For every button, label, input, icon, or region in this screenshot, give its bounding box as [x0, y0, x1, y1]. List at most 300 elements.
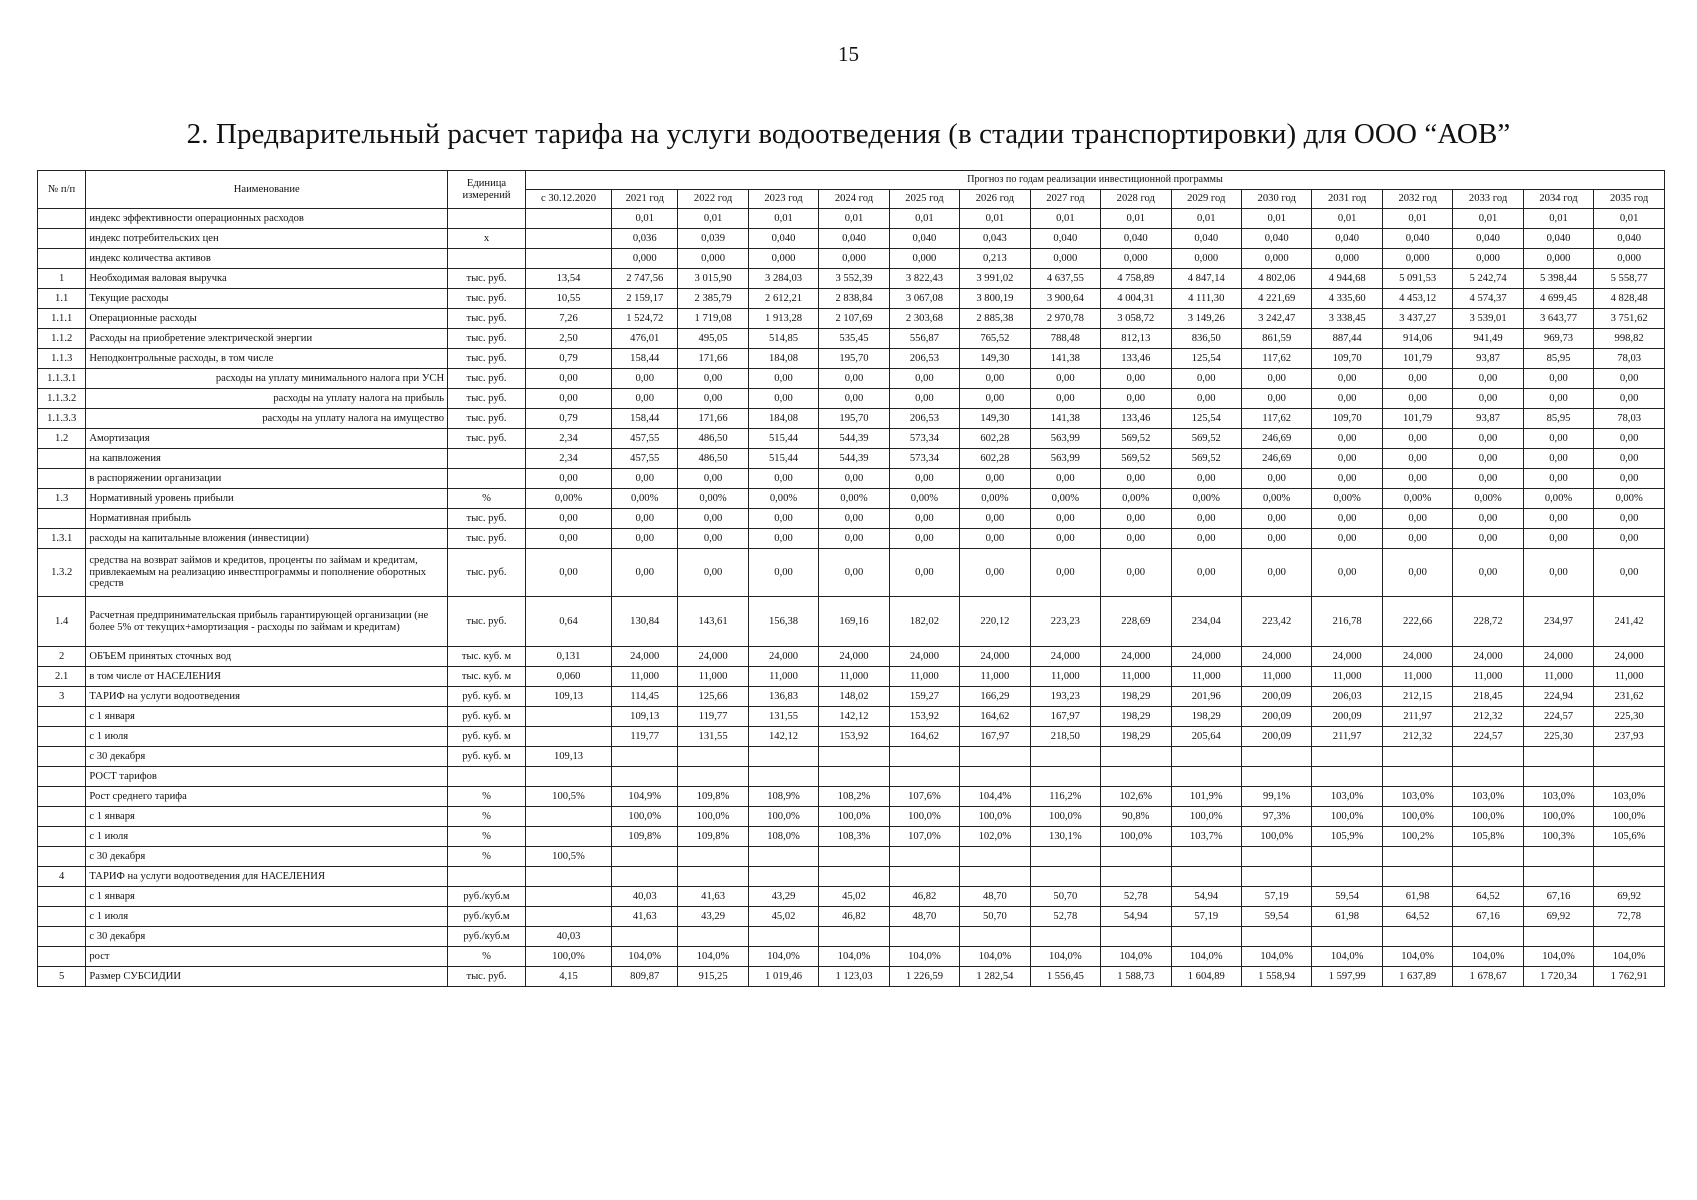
table-cell: 206,53 — [889, 409, 959, 429]
table-cell: 104,0% — [1382, 947, 1452, 967]
table-cell: 184,08 — [748, 409, 818, 429]
table-cell: 224,57 — [1453, 727, 1523, 747]
table-cell: 0,000 — [1523, 249, 1593, 269]
table-cell: 0,00 — [1171, 549, 1241, 597]
table-cell: 4 453,12 — [1382, 289, 1452, 309]
table-cell: 4 847,14 — [1171, 269, 1241, 289]
table-cell: 2,50 — [525, 329, 611, 349]
table-cell: 887,44 — [1312, 329, 1382, 349]
table-cell: 0,01 — [1523, 209, 1593, 229]
table-cell: 141,38 — [1030, 409, 1100, 429]
row-unit: тыс. руб. — [448, 509, 526, 529]
table-cell — [1101, 767, 1171, 787]
table-cell: 1 719,08 — [678, 309, 748, 329]
table-cell: 0,131 — [525, 647, 611, 667]
table-cell: 4 637,55 — [1030, 269, 1100, 289]
table-cell: 108,9% — [748, 787, 818, 807]
table-cell: 200,09 — [1241, 707, 1311, 727]
table-cell: 0,00 — [1241, 509, 1311, 529]
table-cell: 85,95 — [1523, 349, 1593, 369]
row-unit: руб. куб. м — [448, 747, 526, 767]
table-cell: 130,84 — [612, 597, 678, 647]
table-cell: 11,000 — [1523, 667, 1593, 687]
table-cell: 1 524,72 — [612, 309, 678, 329]
table-cell: 0,00 — [525, 549, 611, 597]
table-cell — [889, 867, 959, 887]
table-row — [38, 269, 1665, 289]
row-unit: % — [448, 787, 526, 807]
table-cell: 78,03 — [1594, 409, 1665, 429]
table-cell: 0,00 — [1101, 389, 1171, 409]
table-cell: 100,0% — [612, 807, 678, 827]
table-cell: 143,61 — [678, 597, 748, 647]
table-cell: 224,94 — [1523, 687, 1593, 707]
table-cell: 102,6% — [1101, 787, 1171, 807]
table-cell: 0,00 — [1453, 549, 1523, 597]
table-cell: 0,01 — [678, 209, 748, 229]
row-number: 2 — [38, 647, 86, 667]
table-cell — [889, 747, 959, 767]
table-cell: 0,00% — [889, 489, 959, 509]
table-cell: 100,0% — [1594, 807, 1665, 827]
table-cell: 200,09 — [1312, 707, 1382, 727]
table-cell: 3 991,02 — [960, 269, 1030, 289]
table-cell: 457,55 — [612, 429, 678, 449]
table-cell — [1594, 747, 1665, 767]
table-cell: 0,00 — [1523, 469, 1593, 489]
table-cell: 3 015,90 — [678, 269, 748, 289]
table-cell: 0,00 — [678, 509, 748, 529]
table-cell: 4 335,60 — [1312, 289, 1382, 309]
table-cell — [1312, 767, 1382, 787]
table-cell: 2 885,38 — [960, 309, 1030, 329]
table-cell — [819, 747, 889, 767]
header-unit: Единица измерений — [448, 171, 526, 209]
row-name: с 1 января — [86, 807, 448, 827]
row-number: 1.3 — [38, 489, 86, 509]
table-cell: 133,46 — [1101, 349, 1171, 369]
row-unit: тыс. руб. — [448, 389, 526, 409]
table-cell: 569,52 — [1171, 429, 1241, 449]
row-name: Нормативный уровень прибыли — [86, 489, 448, 509]
table-cell: 0,00 — [960, 509, 1030, 529]
table-cell: 0,00 — [1171, 509, 1241, 529]
table-cell — [748, 767, 818, 787]
table-cell: 225,30 — [1594, 707, 1665, 727]
table-cell — [1594, 867, 1665, 887]
table-cell — [1523, 867, 1593, 887]
table-cell: 0,00% — [1241, 489, 1311, 509]
table-cell — [960, 927, 1030, 947]
table-cell: 24,000 — [678, 647, 748, 667]
table-cell — [1101, 867, 1171, 887]
row-number: 2.1 — [38, 667, 86, 687]
row-name: расходы на капитальные вложения (инвестиции) — [86, 529, 448, 549]
table-cell: 602,28 — [960, 449, 1030, 469]
table-cell: 0,040 — [889, 229, 959, 249]
table-cell: 24,000 — [748, 647, 818, 667]
row-number — [38, 947, 86, 967]
table-cell: 0,00 — [1382, 449, 1452, 469]
header-year-2: 2022 год — [678, 190, 748, 209]
table-cell: 114,45 — [612, 687, 678, 707]
table-cell: 0,00 — [1523, 549, 1593, 597]
table-cell: 3 751,62 — [1594, 309, 1665, 329]
table-cell: 78,03 — [1594, 349, 1665, 369]
table-cell — [525, 707, 611, 727]
table-cell: 212,32 — [1382, 727, 1452, 747]
table-cell: 93,87 — [1453, 409, 1523, 429]
table-cell — [1382, 847, 1452, 867]
table-cell: 2 612,21 — [748, 289, 818, 309]
table-row — [38, 767, 1665, 787]
row-name: средства на возврат займов и кредитов, проценты по займам и кредитам, привлекаемым на реализацию инвестпрограммы и пополнение оборотных средств — [86, 549, 448, 597]
table-row — [38, 827, 1665, 847]
row-name: Размер СУБСИДИИ — [86, 967, 448, 987]
table-cell: 3 900,64 — [1030, 289, 1100, 309]
table-cell — [1382, 867, 1452, 887]
table-cell: 24,000 — [1171, 647, 1241, 667]
table-cell: 104,0% — [1594, 947, 1665, 967]
table-cell: 109,13 — [525, 747, 611, 767]
row-number: 1.1.3 — [38, 349, 86, 369]
table-cell: 0,00 — [819, 469, 889, 489]
table-cell: 109,70 — [1312, 349, 1382, 369]
table-cell: 0,00 — [1171, 369, 1241, 389]
table-row — [38, 667, 1665, 687]
table-cell: 104,4% — [960, 787, 1030, 807]
table-cell — [748, 927, 818, 947]
table-cell: 102,0% — [960, 827, 1030, 847]
table-cell: 861,59 — [1241, 329, 1311, 349]
table-cell: 159,27 — [889, 687, 959, 707]
table-cell: 101,9% — [1171, 787, 1241, 807]
table-cell: 5 242,74 — [1453, 269, 1523, 289]
table-row — [38, 787, 1665, 807]
table-cell: 0,00 — [1312, 549, 1382, 597]
table-row — [38, 309, 1665, 329]
table-cell — [1594, 927, 1665, 947]
row-number: 4 — [38, 867, 86, 887]
table-cell: 0,00% — [1594, 489, 1665, 509]
table-cell: 998,82 — [1594, 329, 1665, 349]
table-row — [38, 369, 1665, 389]
table-cell: 119,77 — [612, 727, 678, 747]
table-cell: 0,00 — [612, 469, 678, 489]
row-name: расходы на уплату налога на имущество — [86, 409, 448, 429]
table-cell — [960, 867, 1030, 887]
table-cell: 0,00 — [748, 509, 818, 529]
table-cell: 0,00 — [1030, 469, 1100, 489]
table-cell: 0,040 — [1101, 229, 1171, 249]
table-cell: 0,00% — [1382, 489, 1452, 509]
table-cell — [1523, 847, 1593, 867]
table-cell — [1453, 767, 1523, 787]
table-cell — [960, 767, 1030, 787]
row-name: индекс эффективности операционных расходов — [86, 209, 448, 229]
table-cell: 0,213 — [960, 249, 1030, 269]
row-number: 1.1.3.2 — [38, 389, 86, 409]
table-cell: 0,00 — [1594, 389, 1665, 409]
table-cell — [1171, 747, 1241, 767]
row-name: ТАРИФ на услуги водоотведения для НАСЕЛЕНИЯ — [86, 867, 448, 887]
row-name: индекс потребительских цен — [86, 229, 448, 249]
table-cell: 50,70 — [960, 907, 1030, 927]
table-row — [38, 687, 1665, 707]
table-cell — [1382, 767, 1452, 787]
table-cell: 3 437,27 — [1382, 309, 1452, 329]
table-cell: 0,000 — [1312, 249, 1382, 269]
table-cell — [1382, 747, 1452, 767]
table-cell: 24,000 — [1241, 647, 1311, 667]
table-cell: 200,09 — [1241, 687, 1311, 707]
header-year-8: 2028 год — [1101, 190, 1171, 209]
table-cell: 5 091,53 — [1382, 269, 1452, 289]
table-cell: 0,00 — [678, 369, 748, 389]
table-cell: 765,52 — [960, 329, 1030, 349]
row-unit: тыс. руб. — [448, 329, 526, 349]
table-cell: 69,92 — [1594, 887, 1665, 907]
table-cell: 131,55 — [678, 727, 748, 747]
table-cell: 0,00 — [960, 549, 1030, 597]
table-cell: 164,62 — [889, 727, 959, 747]
row-number: 1.4 — [38, 597, 86, 647]
table-cell: 1 123,03 — [819, 967, 889, 987]
table-cell: 234,97 — [1523, 597, 1593, 647]
table-cell: 136,83 — [748, 687, 818, 707]
table-cell: 69,92 — [1523, 907, 1593, 927]
row-number: 1.1.3.3 — [38, 409, 86, 429]
row-number — [38, 449, 86, 469]
table-cell: 0,00 — [1523, 369, 1593, 389]
row-unit: руб./куб.м — [448, 887, 526, 907]
table-cell: 0,00 — [748, 529, 818, 549]
table-cell: 4 574,37 — [1453, 289, 1523, 309]
table-cell: 3 058,72 — [1101, 309, 1171, 329]
table-cell — [1453, 847, 1523, 867]
table-cell: 11,000 — [1101, 667, 1171, 687]
table-cell: 0,000 — [678, 249, 748, 269]
table-cell: 1 226,59 — [889, 967, 959, 987]
table-cell: 0,00 — [1312, 429, 1382, 449]
table-cell: 43,29 — [678, 907, 748, 927]
header-year-4: 2024 год — [819, 190, 889, 209]
table-cell: 3 552,39 — [819, 269, 889, 289]
table-cell: 104,0% — [1101, 947, 1171, 967]
table-cell: 0,00% — [748, 489, 818, 509]
table-cell: 563,99 — [1030, 429, 1100, 449]
table-cell — [1312, 927, 1382, 947]
table-cell: 72,78 — [1594, 907, 1665, 927]
table-row — [38, 449, 1665, 469]
table-cell — [678, 767, 748, 787]
table-cell: 0,79 — [525, 349, 611, 369]
table-cell: 2 385,79 — [678, 289, 748, 309]
table-cell — [889, 767, 959, 787]
table-cell — [1523, 927, 1593, 947]
table-cell — [748, 747, 818, 767]
table-cell: 40,03 — [525, 927, 611, 947]
table-cell — [1523, 767, 1593, 787]
table-cell: 125,54 — [1171, 349, 1241, 369]
table-row — [38, 329, 1665, 349]
table-cell: 24,000 — [1030, 647, 1100, 667]
table-cell: 11,000 — [1594, 667, 1665, 687]
table-cell — [1030, 747, 1100, 767]
table-cell: 3 800,19 — [960, 289, 1030, 309]
table-cell: 130,1% — [1030, 827, 1100, 847]
table-cell: 142,12 — [819, 707, 889, 727]
row-unit — [448, 469, 526, 489]
table-cell: 0,040 — [748, 229, 818, 249]
table-cell: 2 107,69 — [819, 309, 889, 329]
table-cell: 0,00 — [1030, 389, 1100, 409]
table-cell: 103,0% — [1312, 787, 1382, 807]
table-cell: 100,0% — [1101, 827, 1171, 847]
row-unit: тыс. руб. — [448, 597, 526, 647]
table-cell — [960, 747, 1030, 767]
row-name: с 1 июля — [86, 827, 448, 847]
row-number — [38, 727, 86, 747]
table-cell — [1171, 767, 1241, 787]
table-cell: 0,00 — [819, 549, 889, 597]
table-cell — [612, 867, 678, 887]
table-row — [38, 509, 1665, 529]
table-cell: 2 970,78 — [1030, 309, 1100, 329]
table-cell: 2 747,56 — [612, 269, 678, 289]
table-cell: 486,50 — [678, 429, 748, 449]
row-number — [38, 927, 86, 947]
table-cell: 109,70 — [1312, 409, 1382, 429]
table-cell — [1594, 847, 1665, 867]
table-cell: 0,00 — [960, 369, 1030, 389]
row-number — [38, 767, 86, 787]
table-cell: 5 558,77 — [1594, 269, 1665, 289]
table-cell: 0,00 — [1382, 429, 1452, 449]
table-cell: 1 558,94 — [1241, 967, 1311, 987]
table-cell: 0,00 — [1241, 529, 1311, 549]
table-cell: 0,00 — [1030, 549, 1100, 597]
table-cell: 0,01 — [1312, 209, 1382, 229]
table-cell — [1453, 867, 1523, 887]
table-cell: 0,00 — [1453, 469, 1523, 489]
table-cell: 11,000 — [1453, 667, 1523, 687]
table-cell: 0,043 — [960, 229, 1030, 249]
table-cell: 41,63 — [612, 907, 678, 927]
row-number: 1.1.1 — [38, 309, 86, 329]
row-name: Нормативная прибыль — [86, 509, 448, 529]
row-number: 1.3.1 — [38, 529, 86, 549]
table-cell: 0,00 — [525, 469, 611, 489]
table-cell: 104,0% — [612, 947, 678, 967]
table-cell: 24,000 — [960, 647, 1030, 667]
table-cell: 11,000 — [819, 667, 889, 687]
table-cell — [525, 907, 611, 927]
row-unit: % — [448, 489, 526, 509]
table-cell: 0,000 — [1171, 249, 1241, 269]
table-cell: 206,03 — [1312, 687, 1382, 707]
table-cell: 4,15 — [525, 967, 611, 987]
table-cell: 535,45 — [819, 329, 889, 349]
table-cell: 198,29 — [1101, 707, 1171, 727]
page-number: 15 — [838, 42, 859, 66]
table-cell — [819, 867, 889, 887]
table-cell: 0,00 — [1453, 509, 1523, 529]
table-cell: 10,55 — [525, 289, 611, 309]
table-cell: 104,0% — [1241, 947, 1311, 967]
table-cell: 141,38 — [1030, 349, 1100, 369]
header-year-10: 2030 год — [1241, 190, 1311, 209]
table-cell: 211,97 — [1382, 707, 1452, 727]
table-cell: 0,00 — [1523, 449, 1593, 469]
table-cell: 0,00 — [1523, 429, 1593, 449]
table-cell: 100,5% — [525, 787, 611, 807]
table-cell: 0,00 — [1594, 469, 1665, 489]
table-cell: 0,00 — [1101, 469, 1171, 489]
table-row — [38, 707, 1665, 727]
table-cell: 4 944,68 — [1312, 269, 1382, 289]
table-cell: 0,01 — [1594, 209, 1665, 229]
tariff-table — [37, 170, 1665, 987]
table-cell: 24,000 — [612, 647, 678, 667]
row-number — [38, 209, 86, 229]
table-cell: 228,69 — [1101, 597, 1171, 647]
table-cell: 573,34 — [889, 449, 959, 469]
table-cell: 46,82 — [819, 907, 889, 927]
table-cell: 212,15 — [1382, 687, 1452, 707]
table-row — [38, 229, 1665, 249]
row-name: Необходимая валовая выручка — [86, 269, 448, 289]
table-cell: 941,49 — [1453, 329, 1523, 349]
table-row — [38, 887, 1665, 907]
table-cell: 103,0% — [1594, 787, 1665, 807]
table-cell: 100,0% — [1030, 807, 1100, 827]
row-name: с 30 декабря — [86, 747, 448, 767]
table-cell: 0,00 — [819, 389, 889, 409]
table-cell — [1241, 747, 1311, 767]
table-cell: 0,00% — [678, 489, 748, 509]
table-cell: 1 637,89 — [1382, 967, 1452, 987]
table-cell: 476,01 — [612, 329, 678, 349]
table-cell: 515,44 — [748, 429, 818, 449]
table-cell: 3 067,08 — [889, 289, 959, 309]
table-cell: 133,46 — [1101, 409, 1171, 429]
table-cell: 109,8% — [678, 787, 748, 807]
table-cell: 100,0% — [819, 807, 889, 827]
table-cell: 0,00 — [1382, 529, 1452, 549]
table-cell: 193,23 — [1030, 687, 1100, 707]
header-year-12: 2032 год — [1382, 190, 1452, 209]
table-cell — [678, 867, 748, 887]
table-cell: 457,55 — [612, 449, 678, 469]
table-row — [38, 249, 1665, 269]
table-cell — [1101, 747, 1171, 767]
table-cell: 0,64 — [525, 597, 611, 647]
table-cell: 104,0% — [1030, 947, 1100, 967]
table-cell: 4 221,69 — [1241, 289, 1311, 309]
table-cell: 104,0% — [1312, 947, 1382, 967]
table-cell: 0,000 — [819, 249, 889, 269]
table-cell: 57,19 — [1171, 907, 1241, 927]
row-name: в распоряжении организации — [86, 469, 448, 489]
table-cell: 0,00 — [819, 509, 889, 529]
table-cell: 0,01 — [960, 209, 1030, 229]
table-cell: 104,0% — [748, 947, 818, 967]
table-cell — [525, 727, 611, 747]
table-cell: 1 913,28 — [748, 309, 818, 329]
table-body — [38, 209, 1665, 987]
table-cell: 2 303,68 — [889, 309, 959, 329]
